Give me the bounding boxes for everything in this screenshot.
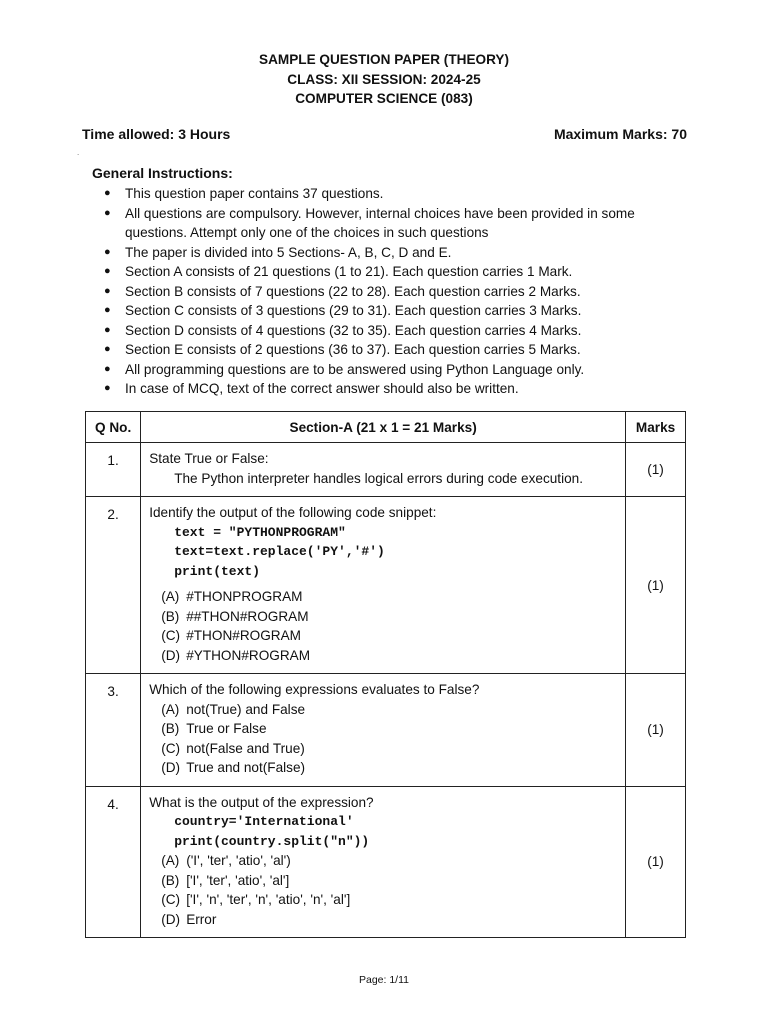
paper-header: [0, 50, 768, 109]
instruction-item: ● All questions are compulsory. However, internal choices have been provided in some questions. Attempt only one of the choices in such questions: [104, 204, 688, 243]
table-row: [86, 497, 686, 674]
question-statement: The Python interpreter handles logical errors during code execution.: [174, 470, 583, 486]
option-label: (C): [161, 892, 181, 907]
code-line: country='International': [174, 814, 354, 829]
option: [149, 607, 619, 627]
instruction-item: ● Section A consists of 21 questions (1 to 21). Each question carries 1 Mark.: [104, 262, 688, 282]
option: [149, 646, 619, 666]
question-marks: (1): [626, 786, 686, 938]
class-session: CLASS: XII SESSION: 2024-25: [287, 71, 481, 87]
option-label: (A): [161, 701, 180, 717]
meta-row: [82, 126, 687, 142]
option-label: (C): [161, 740, 181, 756]
instruction-item: ● All programming questions are to be answered using Python Language only.: [104, 360, 688, 380]
instruction-item: ● In case of MCQ, text of the correct answer should also be written.: [104, 379, 688, 399]
option-text: not(False and True): [186, 740, 305, 756]
option: [149, 871, 619, 891]
question-number: 2.: [86, 497, 141, 674]
table-header-row: [86, 412, 686, 443]
option-text: ['I', 'n', 'ter', 'n', 'atio', 'n', 'al']: [186, 892, 351, 907]
instruction-item: ● Section D consists of 4 questions (32 to 35). Each question carries 4 Marks.: [104, 321, 688, 341]
option-text: #THON#ROGRAM: [186, 628, 301, 643]
instruction-item: ● The paper is divided into 5 Sections- A, B, C, D and E.: [104, 243, 688, 263]
option: [149, 739, 619, 759]
question-number: 3.: [86, 674, 141, 787]
stray-dot: .: [77, 148, 80, 157]
option-label: (B): [161, 721, 180, 736]
option: [149, 587, 619, 607]
option-text: Error: [186, 911, 217, 927]
option: [149, 758, 619, 778]
option-label: (A): [161, 589, 180, 604]
question-text: What is the output of the expression?: [149, 794, 374, 810]
qno-header: Q No.: [86, 412, 141, 443]
option-text: True and not(False): [186, 760, 306, 775]
option: [149, 719, 619, 739]
instruction-item: ● This question paper contains 37 questions.: [104, 184, 688, 204]
option-label: (A): [161, 853, 180, 868]
maximum-marks: Maximum Marks: 70: [553, 126, 687, 142]
section-header: Section-A (21 x 1 = 21 Marks): [141, 412, 626, 443]
questions-table: [85, 411, 686, 938]
option-label: (D): [161, 760, 181, 775]
question-body: [141, 786, 626, 938]
question-body: [141, 497, 626, 674]
paper-title: SAMPLE QUESTION PAPER (THEORY): [259, 52, 509, 67]
code-line: print(country.split("n")): [174, 833, 370, 849]
general-instructions-list: [104, 184, 688, 399]
option-label: (B): [161, 872, 180, 888]
table-row: [86, 674, 686, 787]
option-text: True or False: [186, 721, 267, 736]
question-body: [141, 674, 626, 787]
option-label: (D): [161, 911, 181, 927]
question-marks: (1): [626, 497, 686, 674]
code-line: print(text): [174, 563, 261, 579]
question-body: [141, 443, 626, 497]
option-text: ['I', 'ter', 'atio', 'al']: [186, 872, 290, 888]
option: [149, 851, 619, 871]
question-marks: (1): [626, 674, 686, 787]
option-text: ('I', 'ter', 'atio', 'al'): [186, 853, 291, 868]
question-number: 1.: [86, 443, 141, 497]
question-text: Which of the following expressions evaluates to False?: [149, 682, 480, 697]
table-row: [86, 443, 686, 497]
subject-title: COMPUTER SCIENCE (083): [295, 91, 473, 106]
option-label: (C): [161, 628, 181, 643]
time-allowed: Time allowed: 3 Hours: [82, 126, 231, 142]
option-label: (D): [161, 647, 181, 663]
page-number: Page: 1/11: [358, 974, 409, 986]
question-number: 4.: [86, 786, 141, 938]
option: [149, 626, 619, 646]
option-text: not(True) and False: [186, 701, 306, 717]
question-text: State True or False:: [149, 451, 269, 466]
option-text: #YTHON#ROGRAM: [186, 647, 311, 663]
marks-header: Marks: [626, 412, 686, 443]
code-line: text = "PYTHONPROGRAM": [174, 524, 346, 540]
instruction-item: ● Section C consists of 3 questions (29 to 31). Each question carries 3 Marks.: [104, 301, 688, 321]
option: [149, 700, 619, 720]
question-text: Identify the output of the following code snippet:: [149, 505, 437, 520]
table-row: [86, 786, 686, 938]
general-instructions-title: General Instructions:: [92, 165, 233, 181]
question-marks: (1): [626, 443, 686, 497]
code-line: text=text.replace('PY','#'): [174, 544, 385, 559]
option: [149, 890, 619, 910]
option-text: #THONPROGRAM: [186, 589, 303, 604]
option: [149, 910, 619, 930]
option-text: ##THON#ROGRAM: [186, 608, 309, 624]
option-label: (B): [161, 608, 180, 624]
instruction-item: ● Section B consists of 7 questions (22 to 28). Each question carries 2 Marks.: [104, 282, 688, 302]
instruction-item: ● Section E consists of 2 questions (36 to 37). Each question carries 5 Marks.: [104, 340, 688, 360]
